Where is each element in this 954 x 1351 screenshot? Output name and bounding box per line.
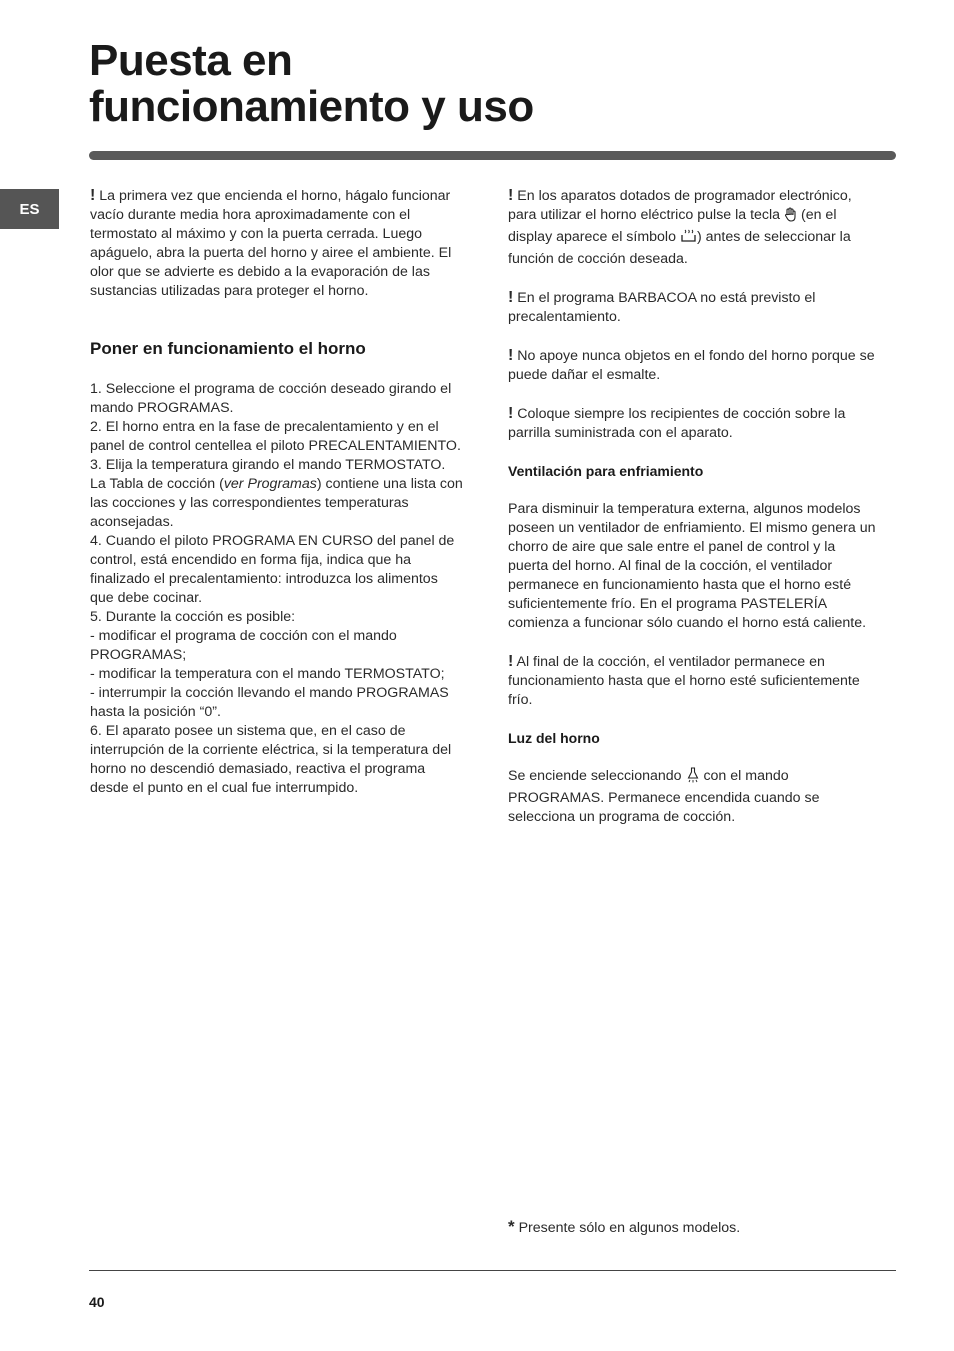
step-3: 3. Elija la temperatura girando el mando TERMOSTATO. La Tabla de cocción (ver Programas) contiene una lista con las cocciones y las correspondientes temperaturas aconsejadas. <box>90 457 463 530</box>
step-5-option-1: - modificar el programa de cocción con el mando PROGRAMAS; <box>90 628 397 663</box>
asterisk: * <box>508 1217 515 1236</box>
right-column <box>508 186 876 827</box>
page-title-line1: Puesta en <box>89 36 293 85</box>
left-column <box>90 186 464 798</box>
light-text: Se enciende seleccionando con el mando PROGRAMAS. Permanece encendida cuando se selecciona un programa de cocción. <box>508 768 820 825</box>
step-1: 1. Seleccione el programa de cocción deseado girando el mando PROGRAMAS. <box>90 381 452 416</box>
lamp-icon <box>686 767 700 789</box>
light-heading: Luz del horno <box>508 730 600 746</box>
intro-paragraph: ! La primera vez que encienda el horno, hágalo funcionar vacío durante media hora aproximadamente con el termostato al máximo y con la puerta cerrada. Luego apáguelo, abra la puerta del horno y airee el ambiente. El olor que se advierte es debido a la evaporación de las sustancias utilizadas para proteger el horno. <box>90 187 452 299</box>
page-number: 40 <box>89 1294 105 1310</box>
section-heading: Poner en funcionamiento el horno <box>90 339 366 358</box>
step-5-option-2: - modificar la temperatura con el mando TERMOSTATO; <box>90 666 445 682</box>
note-enamel: ! No apoye nunca objetos en el fondo del horno porque se puede dañar el esmalte. <box>508 347 875 383</box>
footer-divider <box>89 1270 896 1271</box>
step-2: 2. El horno entra en la fase de precalentamiento y en el panel de control centellea el piloto PRECALENTAMIENTO. <box>90 419 461 454</box>
footnote: * Presente sólo en algunos modelos. <box>508 1217 741 1236</box>
exclamation-mark: ! <box>90 187 96 204</box>
step-5-option-3: - interrumpir la cocción llevando el mando PROGRAMAS hasta la posición “0”. <box>90 685 449 720</box>
title-divider <box>89 151 896 160</box>
page-title <box>89 38 534 130</box>
note-fan: ! Al final de la cocción, el ventilador permanece en funcionamiento hasta que el horno esté suficientemente frío. <box>508 653 860 708</box>
note-programmer: ! En los aparatos dotados de programador electrónico, para utilizar el horno eléctrico pulse la tecla (en el display aparece el símbolo ) antes de seleccionar la función de cocción deseada. <box>508 187 852 267</box>
note-barbecue: ! En el programa BARBACOA no está previsto el precalentamiento. <box>508 289 816 325</box>
programs-reference: ver Programas <box>223 476 317 492</box>
step-5: 5. Durante la cocción es posible: <box>90 609 296 625</box>
page-title-line2: funcionamiento y uso <box>89 82 534 131</box>
hand-key-icon <box>784 207 797 228</box>
ventilation-heading: Ventilación para enfriamiento <box>508 463 704 479</box>
language-tab: ES <box>0 189 59 229</box>
step-6: 6. El aparato posee un sistema que, en el caso de interrupción de la corriente eléctrica, si la temperatura del horno no descendió demasiado, reactiva el programa desde el punto en el cual fue interrumpido. <box>90 723 452 796</box>
note-grill: ! Coloque siempre los recipientes de cocción sobre la parrilla suministrada con el aparato. <box>508 405 846 441</box>
step-4: 4. Cuando el piloto PROGRAMA EN CURSO del panel de control, está encendido en forma fija, indica que ha finalizado el precalentamiento: introduzca los alimentos que debe cocinar. <box>90 533 455 606</box>
ventilation-text: Para disminuir la temperatura externa, algunos modelos poseen un ventilador de enfriamiento. El mismo genera un chorro de aire que sale entre el panel de control y la puerta del horno. Al final de la cocción, el ventilador permanece en funcionamiento hasta que el horno esté suficientemente frío. En el programa PASTELERÍA comienza a funcionar sólo cuando el horno está caliente. <box>508 501 876 631</box>
pot-symbol-icon <box>680 229 697 250</box>
